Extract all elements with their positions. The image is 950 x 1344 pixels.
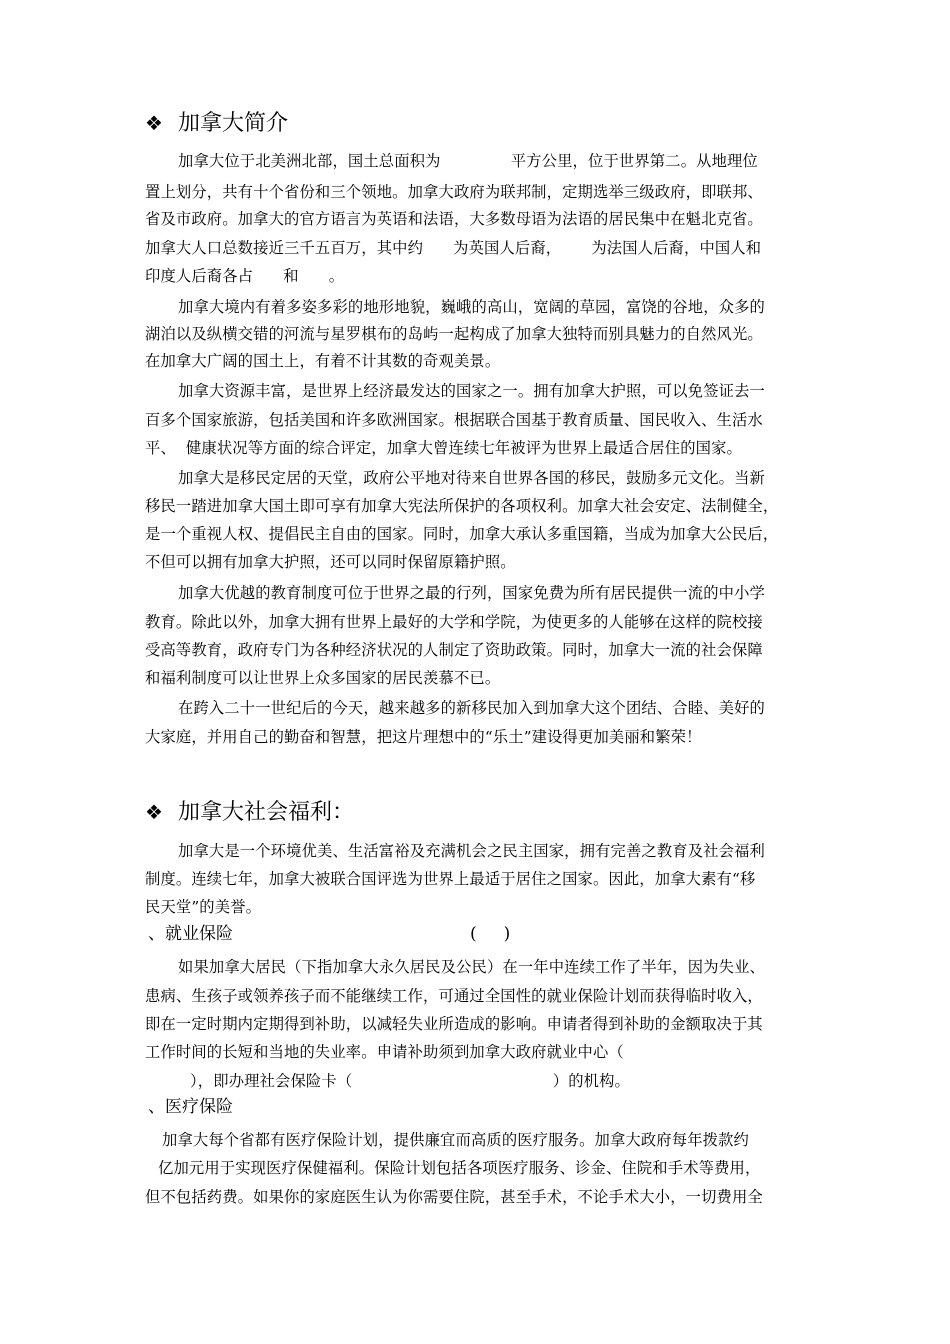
paragraph-line: 在跨入二十一世纪后的今天，越来越多的新移民加入到加拿大这个团结、合睦、美好的 — [178, 699, 765, 717]
paragraph-line: 民天堂”的美誉。 — [145, 898, 262, 916]
diamond-bullet-icon: ❖ — [145, 800, 163, 824]
paragraph-line: 加拿大是一个环境优美、生活富裕及充满机会之民主国家，拥有完善之教育及社会福利 — [178, 842, 765, 860]
paragraph-line: 工作时间的长短和当地的失业率。申请补助须到加拿大政府就业中心（ — [145, 1043, 624, 1061]
paragraph-line: 在加拿大广阔的国土上，有着不计其数的奇观美景。 — [145, 352, 501, 370]
paragraph-line: 即在一定时期内定期得到补助，以减轻失业所造成的影响。申请者得到补助的金额取决于其 — [145, 1015, 763, 1033]
paragraph-line: 制度。连续七年，加拿大被联合国评选为世界上最适于居住之国家。因此，加拿大素有“移 — [145, 870, 756, 888]
paragraph-line: 加拿大每个省都有医疗保险计划，提供廉宜而高质的医疗服务。加拿大政府每年拨款约 — [162, 1131, 749, 1149]
paragraph-line: 但不包括药费。如果你的家庭医生认为你需要住院，甚至手术，不论手术大小，一切费用全 — [145, 1188, 763, 1206]
paragraph-line: 加拿大是移民定居的天堂，政府公平地对待来自世界各国的移民，鼓励多元文化。当新 — [178, 469, 765, 487]
section-title: 加拿大社会福利： — [178, 800, 355, 825]
section-heading-social-welfare — [145, 797, 354, 828]
paragraph-line: 移民一踏进加拿大国土即可享有加拿大宪法所保护的各项权利。加拿大社会安定、法制健全， — [145, 497, 779, 515]
diamond-bullet-icon: ❖ — [145, 111, 163, 135]
subsection-heading-employment-insurance: 、就业保险 — [148, 924, 233, 944]
paragraph-line: 百多个国家旅游，包括美国和许多欧洲国家。根据联合国基于教育质量、国民收入、生活水 — [145, 411, 763, 429]
section-title: 加拿大简介 — [178, 111, 289, 136]
subsection-heading-medical-insurance: 、医疗保险 — [148, 1097, 233, 1117]
paragraph-line: 患病、生孩子或领养孩子而不能继续工作，可通过全国性的就业保险计划而获得临时收入， — [145, 987, 763, 1005]
paragraph-line: 亿加元用于实现医疗保健福利。保险计划包括各项医疗服务、诊金、住院和手术等费用， — [158, 1159, 761, 1177]
paragraph-line: 置上划分，共有十个省份和三个领地。加拿大政府为联邦制，定期选举三级政府，即联邦、 — [145, 183, 763, 201]
subsection-heading-paren: ( ) — [470, 924, 511, 944]
paragraph-line: 加拿大资源丰富，是世界上经济最发达的国家之一。拥有加拿大护照，可以免签证去一 — [178, 382, 765, 400]
paragraph-line: 大家庭，并用自己的勤奋和智慧，把这片理想中的“乐土”建设得更加美丽和繁荣！ — [145, 728, 702, 746]
paragraph-line: 省及市政府。加拿大的官方语言为英语和法语，大多数母语为法语的居民集中在魁北克省。 — [145, 210, 763, 228]
paragraph-line: 印度人后裔各占 和 。 — [145, 267, 345, 285]
paragraph-line: 湖泊以及纵横交错的河流与星罗棋布的岛屿一起构成了加拿大独特而别具魅力的自然风光。 — [145, 325, 763, 343]
paragraph-line: 是一个重视人权、提倡民主自由的国家。同时，加拿大承认多重国籍，当成为加拿大公民后， — [145, 525, 779, 543]
paragraph-line: 加拿大位于北美洲北部，国土总面积为 平方公里，位于世界第二。从地理位 — [178, 152, 758, 170]
paragraph-line: 平、 健康状况等方面的综合评定，加拿大曾连续七年被评为世界上最适合居住的国家。 — [145, 439, 743, 457]
paragraph-line: 加拿大人口总数接近三千五百万，其中约 为英国人后裔， 为法国人后裔，中国人和 — [145, 239, 762, 257]
paragraph-line: 如果加拿大居民（下指加拿大永久居民及公民）在一年中连续工作了半年，因为失业、 — [178, 958, 765, 976]
paragraph-line: 教育。除此以外，加拿大拥有世界上最好的大学和学院，为使更多的人能够在这样的院校接 — [145, 613, 763, 631]
paragraph-line: ），即办理社会保险卡（ ）的机构。 — [190, 1072, 630, 1090]
paragraph-line: 不但可以拥有加拿大护照，还可以同时保留原籍护照。 — [145, 553, 516, 571]
section-heading-canada-intro — [145, 108, 288, 139]
paragraph-line: 加拿大境内有着多姿多彩的地形地貌，巍峨的高山，宽阔的草园，富饶的谷地，众多的 — [178, 298, 765, 316]
paragraph-line: 和福利制度可以让世界上众多国家的居民羡慕不已。 — [145, 669, 501, 687]
paragraph-line: 受高等教育，政府专门为各种经济状况的人制定了资助政策。同时，加拿大一流的社会保障 — [145, 641, 763, 659]
paragraph-line: 加拿大优越的教育制度可位于世界之最的行列，国家免费为所有居民提供一流的中小学 — [178, 584, 765, 602]
